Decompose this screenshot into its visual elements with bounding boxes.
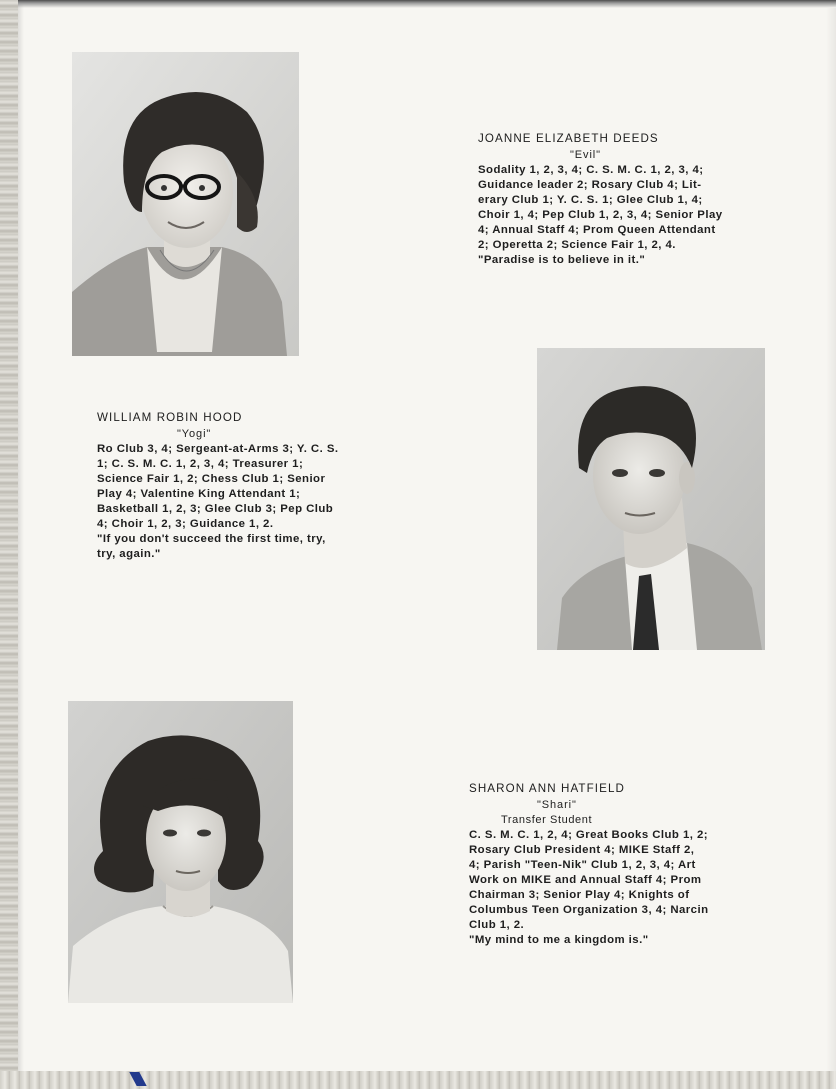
activity-line: Work on MIKE and Annual Staff 4; Prom	[469, 874, 702, 886]
activity-line: erary Club 1; Y. C. S. 1; Glee Club 1, 4;	[478, 194, 703, 206]
activity-line: Choir 1, 4; Pep Club 1, 2, 3, 4; Senior Play	[478, 209, 723, 221]
activity-line: 2; Operetta 2; Science Fair 1, 2, 4.	[478, 239, 676, 251]
activity-line: C. S. M. C. 1, 2, 4; Great Books Club 1, 2;	[469, 829, 708, 841]
portrait-joanne-deeds	[72, 52, 299, 356]
activity-line: Club 1, 2.	[469, 919, 525, 931]
student-note: Transfer Student	[501, 814, 593, 826]
activity-line: 4; Parish "Teen-Nik" Club 1, 2, 3, 4; Art	[469, 859, 696, 871]
activity-line: Columbus Teen Organization 3, 4; Narcin	[469, 904, 709, 916]
student-quote: "Paradise is to believe in it."	[478, 254, 646, 266]
page-binding	[0, 0, 18, 1089]
activity-line: 1; C. S. M. C. 1, 2, 3, 4; Treasurer 1;	[97, 458, 304, 470]
binding-shadow	[18, 0, 24, 1089]
activity-line: Science Fair 1, 2; Chess Club 1; Senior	[97, 473, 326, 485]
portrait-william-hood	[537, 348, 765, 650]
bio-william-hood	[97, 410, 339, 562]
bio-joanne-deeds	[478, 131, 723, 268]
student-nickname: "Evil"	[570, 149, 601, 161]
activity-line: Rosary Club President 4; MIKE Staff 2,	[469, 844, 695, 856]
activity-line: Basketball 1, 2, 3; Glee Club 3; Pep Club	[97, 503, 334, 515]
top-page-edge	[18, 0, 836, 8]
student-name: JOANNE ELIZABETH DEEDS	[478, 132, 659, 145]
student-nickname: "Yogi"	[177, 428, 212, 440]
activity-line: Ro Club 3, 4; Sergeant-at-Arms 3; Y. C. S.	[97, 443, 339, 455]
right-page-edge	[826, 8, 836, 1071]
student-quote: try, again."	[97, 548, 161, 560]
activity-line: 4; Choir 1, 2, 3; Guidance 1, 2.	[97, 518, 274, 530]
student-quote: "My mind to me a kingdom is."	[469, 934, 649, 946]
bottom-page-edge	[0, 1071, 836, 1089]
activity-line: 4; Annual Staff 4; Prom Queen Attendant	[478, 224, 716, 236]
activity-line: Sodality 1, 2, 3, 4; C. S. M. C. 1, 2, 3, 4;	[478, 164, 704, 176]
student-nickname: "Shari"	[537, 799, 577, 811]
activity-line: Chairman 3; Senior Play 4; Knights of	[469, 889, 690, 901]
student-quote: "If you don't succeed the first time, try,	[97, 533, 326, 545]
student-name: SHARON ANN HATFIELD	[469, 782, 625, 795]
student-name: WILLIAM ROBIN HOOD	[97, 411, 243, 424]
portrait-sharon-hatfield	[68, 701, 293, 1003]
activity-line: Guidance leader 2; Rosary Club 4; Lit-	[478, 179, 702, 191]
activity-line: Play 4; Valentine King Attendant 1;	[97, 488, 301, 500]
bio-sharon-hatfield	[469, 781, 709, 948]
